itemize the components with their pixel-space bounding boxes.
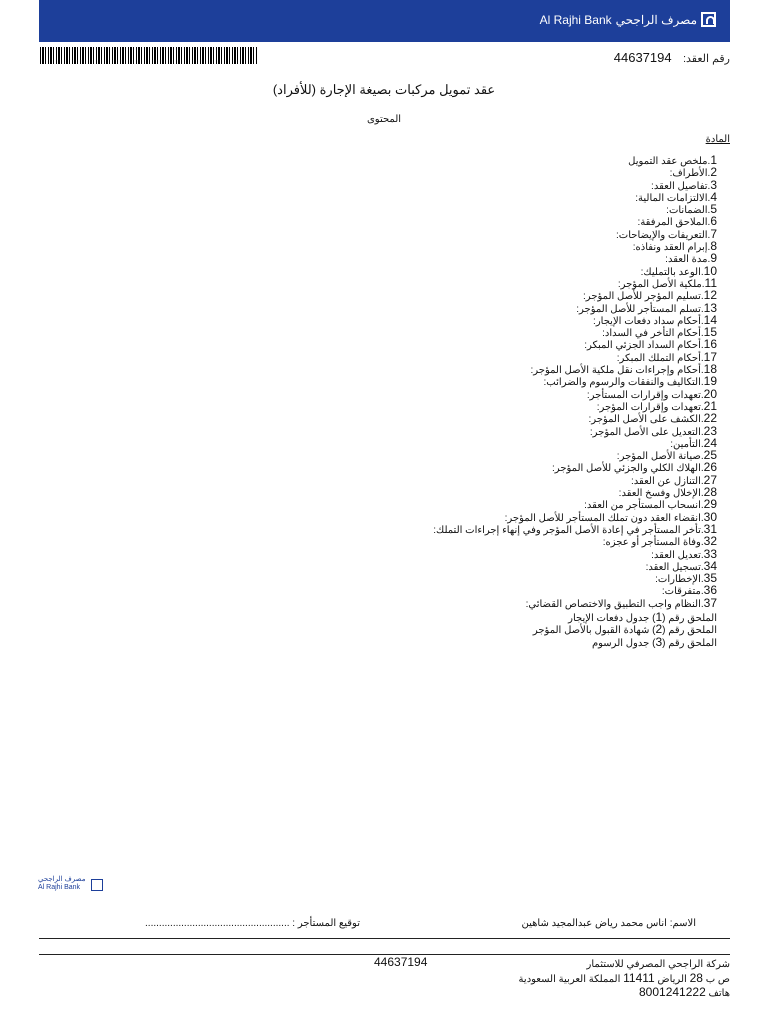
article-title: التعريفات والإيضاحات: [616,229,708,241]
article-number: 3 [710,177,717,192]
annex-text: ) جدول دفعات الإيجار [568,613,656,624]
contract-number-value: 44637194 [613,50,672,65]
list-item [433,449,717,461]
list-item [433,535,717,547]
po-box-label: ص ب [705,973,730,985]
article-number: 26 [703,460,717,475]
separator: . [700,328,704,340]
separator: . [700,500,704,512]
separator: . [700,414,704,426]
article-number: 27 [703,472,717,487]
article-title: وفاة المستأجر أو عجزه: [602,537,701,549]
article-number: 12 [703,288,717,303]
list-item [433,523,717,535]
article-title: التكاليف والنفقات والرسوم والضرائب: [543,377,701,389]
article-title: أحكام التملك المبكر: [616,352,701,364]
separator: . [700,463,704,475]
phone-line [519,986,730,1001]
list-item [433,548,717,560]
list-item [533,636,717,648]
article-title: النظام واجب التطبيق والاختصاص القضائي: [525,598,701,610]
bank-logo-icon [701,12,716,27]
article-number: 34 [703,558,717,573]
list-item [433,486,717,498]
list-item [433,166,717,178]
article-number: 19 [703,374,717,389]
annex-text: الملحق رقم ( [662,613,717,624]
article-number: 24 [703,435,717,450]
separator: . [700,377,704,389]
phone-label: هاتف [708,988,730,999]
list-item [433,511,717,523]
list-item [433,179,717,191]
company-address [519,959,730,1001]
article-title: أحكام وإجراءات نقل ملكية الأصل المؤجر: [530,365,701,377]
bank-name-en: Al Rajhi Bank [539,12,612,27]
bank-name-ar: مصرف الراجحي [615,12,697,27]
separator: . [707,254,711,266]
annex-text: ) شهادة القبول بالأصل المؤجر [532,625,656,637]
separator: . [700,586,704,598]
list-item [433,461,717,473]
list-item [433,597,717,609]
footer-logo [38,876,85,892]
annex-number: 1 [655,610,663,624]
document-subtitle: المحتوى [366,114,402,125]
list-item [433,314,717,326]
annex-text: الملحق رقم ( [662,637,717,649]
separator: . [700,303,704,315]
signature-line: .................................................... [145,918,290,929]
lessee-name [522,918,697,929]
list-item [433,474,717,486]
phone-number: 8001241222 [639,985,706,999]
separator: . [707,217,711,229]
lessee-name-value: اناس محمد رياض عبدالمجيد شاهين [521,918,667,929]
separator: . [700,574,704,586]
annex-list [533,611,717,648]
article-title: الملاحق المرفقة: [637,217,708,229]
article-title: الوعد بالتمليك: [640,266,701,278]
list-item [433,203,717,215]
article-number: 2 [710,165,717,180]
company-name: شركة الراجحي المصرفي للاستثمار [586,959,730,970]
article-title: أحكام السداد الجزئي المبكر: [584,340,701,352]
article-title: متفرقات: [661,586,701,598]
list-item [433,228,717,240]
po-box: 28 [689,970,703,985]
list-item [433,363,717,375]
article-number: 6 [710,214,717,229]
article-title: التعديل على الأصل المؤجر: [589,426,701,438]
list-item [433,338,717,350]
country: المملكة العربية السعودية [518,973,621,985]
article-number: 28 [703,485,717,500]
article-number: 16 [703,337,717,352]
list-item [533,611,717,623]
bank-logo [540,12,716,27]
separator: . [707,242,711,254]
list-item [433,560,717,572]
article-title: تعهدات وإقرارات المستأجر: [586,389,701,401]
annex-text: الملحق رقم ( [662,625,717,637]
article-number: 11 [704,275,717,290]
table-of-contents [433,154,717,609]
header-bar [39,0,730,42]
article-number: 7 [710,226,717,241]
list-item [433,498,717,510]
separator: . [700,266,704,278]
article-title: انسحاب المستأجر من العقد: [584,500,701,512]
separator: . [700,537,704,549]
article-number: 1 [710,153,717,167]
article-number: 20 [703,386,717,401]
list-item [433,400,717,412]
article-title: تسجيل العقد: [645,561,701,573]
contract-number [614,50,730,65]
article-title: أحكام سداد دفعات الإيجار: [593,315,701,327]
article-title: إبرام العقد ونفاذه: [632,242,708,254]
list-item [433,326,717,338]
separator: . [700,549,704,561]
separator: . [700,401,704,413]
article-title: الكشف على الأصل المؤجر: [588,414,701,426]
separator: . [700,451,704,463]
annex-number: 2 [655,622,663,637]
list-item [433,277,717,289]
separator: . [700,352,704,364]
article-title: تفاصيل العقد: [651,180,708,192]
article-title: أحكام التأخر في السداد: [602,328,701,340]
list-item [433,154,717,166]
article-title: تعهدات وإقرارات المؤجر: [596,401,701,413]
list-item [433,375,717,387]
separator: . [700,598,704,610]
article-number: 33 [703,546,717,561]
article-title: صيانة الأصل المؤجر: [616,451,701,463]
article-number: 9 [710,251,717,266]
signature-label: توقيع المستأجر : [292,918,360,929]
article-number: 32 [703,534,717,549]
article-number: 4 [710,189,717,204]
list-item [533,623,717,635]
article-title: الهلاك الكلي والجزئي للأصل المؤجر: [552,463,701,475]
article-number: 21 [703,398,717,413]
footer-logo-en: Al Rajhi Bank [38,884,81,891]
article-title: تسلم المستأجر للأصل المؤجر: [576,303,701,315]
list-item [433,425,717,437]
list-item [433,388,717,400]
article-title: ملخص عقد التمويل [628,156,708,167]
article-title: الالتزامات المالية: [635,192,708,204]
article-number: 8 [710,239,717,254]
separator: . [700,488,704,500]
city: الرياض [657,973,687,985]
contract-number-label: رقم العقد: [682,53,730,65]
address-line [519,972,730,987]
separator: . [700,438,704,450]
article-title: انقضاء العقد دون تملك المستأجر للأصل المؤجر: [504,512,701,524]
list-item [433,240,717,252]
separator: . [700,426,704,438]
postal-code: 11411 [623,970,655,985]
article-title: التأمين: [670,438,701,450]
article-number: 25 [703,448,717,463]
article-number: 15 [703,325,717,340]
separator: . [700,475,704,487]
separator: . [707,180,711,192]
separator: . [707,156,711,167]
separator: . [707,229,711,241]
separator: . [707,168,711,180]
article-number: 13 [703,300,717,315]
article-title: التنازل عن العقد: [630,475,701,487]
separator: . [700,561,704,573]
document-title: عقد تمويل مركبات بصيغة الإجارة (للأفراد) [272,82,496,97]
lessee-signature [145,918,360,929]
barcode [40,47,257,64]
article-title: تعديل العقد: [651,549,701,561]
list-item [433,252,717,264]
footer-contract-number: 44637194 [374,955,428,969]
lessee-name-label: الاسم: [669,918,696,929]
section-label: المادة [705,134,730,145]
separator: . [700,315,704,327]
separator: . [701,278,705,290]
article-title: تسليم المؤجر للأصل المؤجر: [583,291,701,303]
article-number: 31 [703,521,717,536]
footer-logo-ar: مصرف الراجحي [38,876,86,883]
article-title: الضمانات: [666,205,708,217]
article-number: 5 [710,202,717,217]
article-title: تأخر المستأجر في إعادة الأصل المؤجر وفي إنهاء إجراءات التملك: [433,524,701,536]
divider [39,938,730,939]
article-number: 18 [703,362,717,377]
separator: . [707,205,711,217]
article-number: 30 [703,509,717,524]
article-number: 14 [703,312,717,327]
list-item [433,265,717,277]
separator: . [700,524,704,536]
list-item [433,437,717,449]
article-number: 23 [703,423,717,438]
article-number: 17 [703,349,717,364]
article-title: ملكية الأصل المؤجر: [617,278,702,290]
article-number: 36 [703,583,717,598]
article-title: مدة العقد: [665,254,708,266]
article-number: 29 [703,497,717,512]
footer-logo-icon [91,879,103,891]
list-item [433,191,717,203]
article-title: الإخطارات: [655,574,701,586]
separator: . [700,365,704,377]
list-item [433,289,717,301]
article-number: 37 [703,595,717,610]
list-item [433,215,717,227]
signature-row [38,918,730,932]
article-number: 22 [703,411,717,426]
separator: . [707,192,711,204]
article-number: 10 [703,263,717,278]
list-item [433,572,717,584]
annex-number: 3 [655,634,663,649]
article-number: 35 [703,571,717,586]
article-title: الأطراف: [669,168,708,180]
separator: . [700,512,704,524]
annex-text: ) جدول الرسوم [591,637,656,649]
separator: . [700,291,704,303]
list-item [433,584,717,596]
separator: . [700,389,704,401]
article-title: الإخلال وفسخ العقد: [618,488,701,500]
list-item [433,412,717,424]
list-item [433,351,717,363]
separator: . [700,340,704,352]
list-item [433,302,717,314]
